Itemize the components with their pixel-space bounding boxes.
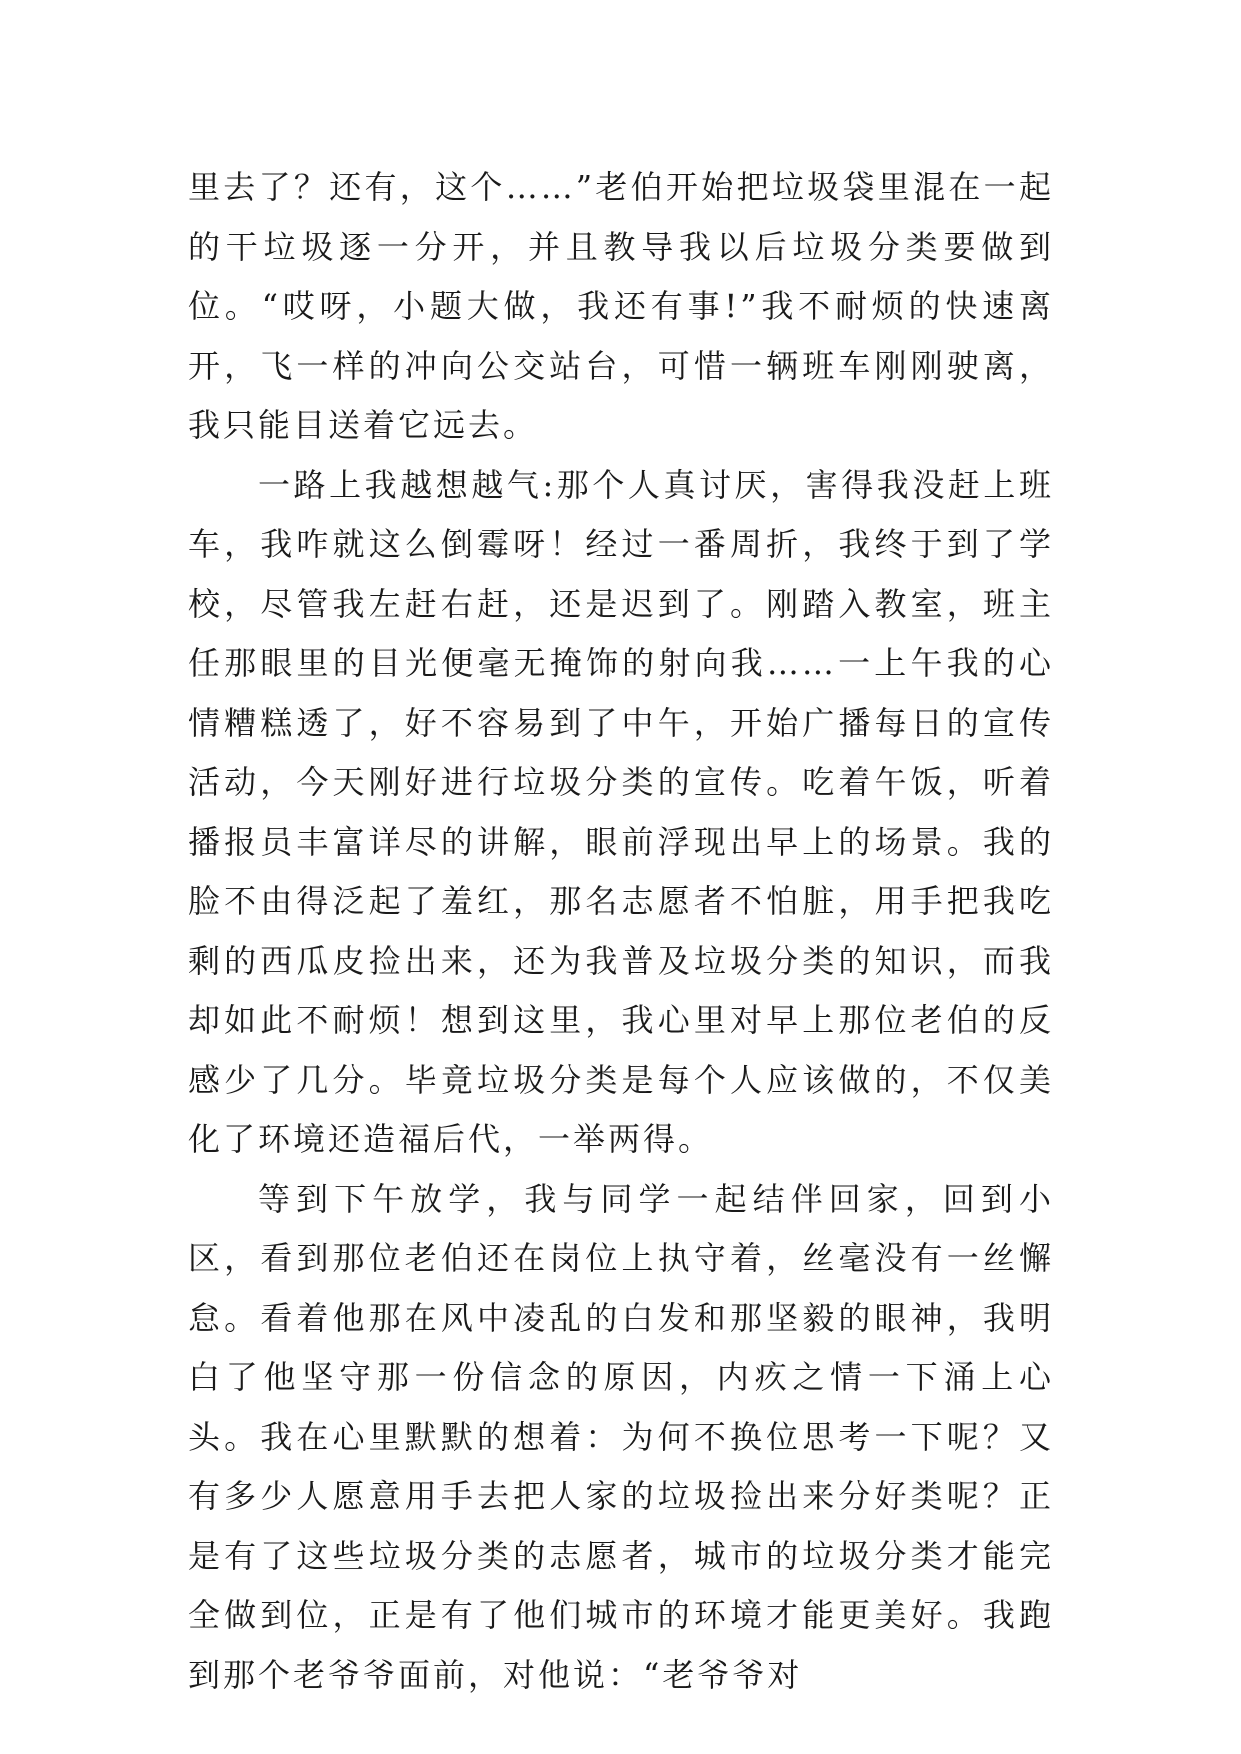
paragraph-2: 一路上我越想越气:那个人真讨厌，害得我没赶上班车，我咋就这么倒霉呀！经过一番周折，我终于到了学校，尽管我左赶右赶，还是迟到了。刚踏入教室，班主任那眼里的目光便毫无掩饰的射向我……一上午我的心情糟糕透了，好不容易到了中午，开始广播每日的宣传活动，今天刚好进行垃圾分类的宣传。吃着午饭，听着播报员丰富详尽的讲解，眼前浮现出早上的场景。我的脸不由得泛起了羞红，那名志愿者不怕脏，用手把我吃剩的西瓜皮捡出来，还为我普及垃圾分类的知识，而我却如此不耐烦！想到这里，我心里对早上那位老伯的反感少了几分。毕竟垃圾分类是每个人应该做的，不仅美化了环境还造福后代，一举两得。: [188, 465, 1054, 1158]
paragraph-3: 等到下午放学，我与同学一起结伴回家，回到小区，看到那位老伯还在岗位上执守着，丝毫没有一丝懈怠。看着他那在风中凌乱的白发和那坚毅的眼神，我明白了他坚守那一份信念的原因，内疚之情一下涌上心头。我在心里默默的想着：为何不换位思考一下呢？又有多少人愿意用手去把人家的垃圾捡出来分好类呢？正是有了这些垃圾分类的志愿者，城市的垃圾分类才能完全做到位，正是有了他们城市的环境才能更美好。我跑到那个老爷爷面前，对他说：“老爷爷对: [188, 1179, 1054, 1694]
document-body: [188, 158, 1054, 1705]
paragraph-1: 里去了？还有，这个……”老伯开始把垃圾袋里混在一起的干垃圾逐一分开，并且教导我以后垃圾分类要做到位。“哎呀，小题大做，我还有事!”我不耐烦的快速离开，飞一样的冲向公交站台，可惜一辆班车刚刚驶离，我只能目送着它远去。: [188, 168, 1054, 444]
